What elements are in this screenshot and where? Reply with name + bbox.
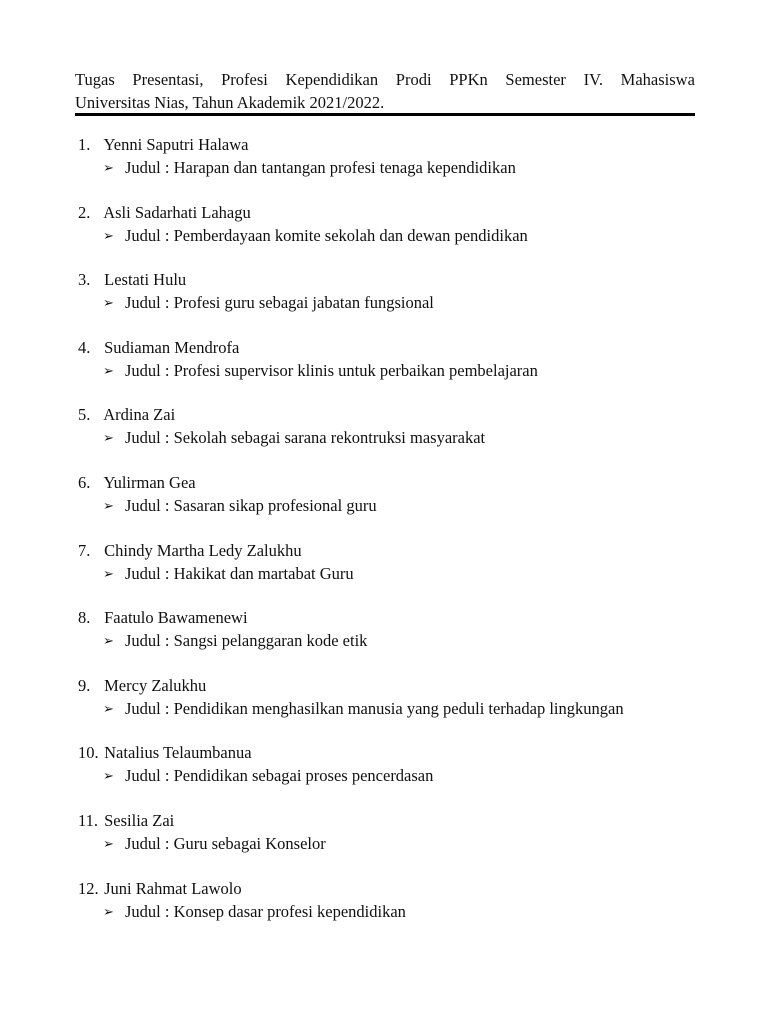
arrowhead-bullet-icon: ➢	[103, 565, 114, 581]
student-name: Sesilia Zai	[104, 810, 175, 830]
header-word: Presentasi,	[132, 70, 204, 89]
arrowhead-bullet-icon: ➢	[103, 768, 114, 784]
header-word: Semester	[505, 70, 566, 89]
student-name-line	[78, 810, 174, 832]
header-word: Profesi	[221, 70, 268, 89]
student-name: Faatulo Bawamenewi	[104, 608, 248, 628]
list-item	[0, 337, 768, 405]
list-item	[0, 540, 768, 608]
arrowhead-bullet-icon: ➢	[103, 430, 114, 446]
arrowhead-bullet-icon: ➢	[103, 362, 114, 378]
presentation-title-line	[103, 225, 528, 247]
student-name: Mercy Zalukhu	[104, 675, 207, 695]
student-name-line	[78, 472, 196, 494]
presentation-title: Judul : Profesi supervisor klinis untuk perbaikan pembelajaran	[125, 360, 538, 380]
item-number: 10.	[78, 743, 99, 763]
presentation-title-line	[103, 765, 433, 787]
list-item	[0, 742, 768, 810]
item-number: 2.	[78, 202, 91, 222]
header-word: Prodi	[395, 70, 432, 89]
presentation-title-line	[103, 427, 485, 449]
item-number: 8.	[78, 608, 91, 628]
presentation-title: Judul : Pendidikan sebagai proses pencerdasan	[125, 766, 434, 786]
presentation-list	[0, 134, 768, 945]
student-name-line	[78, 742, 252, 764]
presentation-title: Judul : Pemberdayaan komite sekolah dan dewan pendidikan	[125, 225, 528, 245]
student-name: Chindy Martha Ledy Zalukhu	[104, 540, 302, 560]
presentation-title-line	[103, 563, 354, 585]
item-number: 12.	[78, 878, 99, 898]
arrowhead-bullet-icon: ➢	[103, 160, 114, 175]
presentation-title-line	[103, 292, 434, 314]
student-name-line	[78, 337, 239, 359]
student-name-line	[78, 878, 242, 900]
item-number: 9.	[78, 675, 91, 695]
list-item	[0, 810, 768, 878]
arrowhead-bullet-icon: ➢	[103, 835, 114, 851]
presentation-title-line	[103, 630, 367, 652]
presentation-title: Judul : Profesi guru sebagai jabatan fungsional	[125, 293, 434, 313]
student-name: Yulirman Gea	[103, 472, 196, 492]
item-number: 3.	[78, 270, 91, 290]
presentation-title: Judul : Pendidikan menghasilkan manusia yang peduli terhadap lingkungan	[125, 698, 624, 718]
presentation-title-line	[103, 901, 406, 923]
list-item	[0, 134, 768, 202]
item-number: 6.	[78, 472, 91, 492]
arrowhead-bullet-icon: ➢	[103, 700, 114, 716]
arrowhead-bullet-icon: ➢	[103, 633, 114, 649]
presentation-title-line	[103, 698, 624, 720]
student-name-line	[78, 134, 249, 156]
arrowhead-bullet-icon: ➢	[103, 903, 114, 919]
student-name: Yenni Saputri Halawa	[103, 135, 249, 154]
student-name: Asli Sadarhati Lahagu	[103, 202, 251, 222]
presentation-title: Judul : Sasaran sikap profesional guru	[125, 495, 377, 515]
header-word: PPKn	[449, 70, 488, 89]
list-item	[0, 472, 768, 540]
student-name-line	[78, 540, 302, 562]
arrowhead-bullet-icon: ➢	[103, 295, 114, 311]
presentation-title-line	[103, 360, 538, 382]
document-header	[75, 68, 695, 114]
list-item	[0, 878, 768, 946]
list-item	[0, 269, 768, 337]
header-divider	[75, 113, 695, 116]
header-word: Tugas	[75, 70, 115, 89]
list-item	[0, 675, 768, 743]
header-word: IV.	[583, 70, 603, 89]
header-line-2: Universitas Nias, Tahun Akademik 2021/2022.	[75, 93, 385, 112]
presentation-title: Judul : Harapan dan tantangan profesi tenaga kependidikan	[125, 158, 516, 177]
student-name: Sudiaman Mendrofa	[104, 337, 240, 357]
presentation-title-line	[103, 495, 377, 517]
list-item	[0, 404, 768, 472]
student-name: Natalius Telaumbanua	[104, 743, 252, 763]
item-number: 1.	[78, 135, 91, 154]
presentation-title: Judul : Konsep dasar profesi kependidikan	[125, 901, 406, 921]
student-name: Lestati Hulu	[104, 270, 187, 290]
student-name-line	[78, 269, 186, 291]
arrowhead-bullet-icon: ➢	[103, 227, 114, 243]
student-name-line	[78, 202, 251, 224]
item-number: 5.	[78, 405, 91, 425]
presentation-title: Judul : Sekolah sebagai sarana rekontruksi masyarakat	[125, 428, 486, 448]
student-name-line	[78, 675, 206, 697]
presentation-title-line	[103, 157, 516, 179]
item-number: 7.	[78, 540, 91, 560]
list-item	[0, 607, 768, 675]
student-name-line	[78, 404, 175, 426]
item-number: 11.	[78, 810, 99, 830]
header-word: Mahasiswa	[620, 70, 695, 89]
student-name: Juni Rahmat Lawolo	[104, 878, 242, 898]
student-name-line	[78, 607, 248, 629]
presentation-title-line	[103, 833, 326, 855]
presentation-title: Judul : Sangsi pelanggaran kode etik	[125, 631, 368, 651]
item-number: 4.	[78, 337, 91, 357]
student-name: Ardina Zai	[103, 405, 176, 425]
list-item	[0, 202, 768, 270]
header-word: Kependidikan	[285, 70, 379, 89]
header-line-1	[75, 68, 695, 91]
presentation-title: Judul : Hakikat dan martabat Guru	[125, 563, 354, 583]
arrowhead-bullet-icon: ➢	[103, 497, 114, 513]
presentation-title: Judul : Guru sebagai Konselor	[125, 833, 326, 853]
